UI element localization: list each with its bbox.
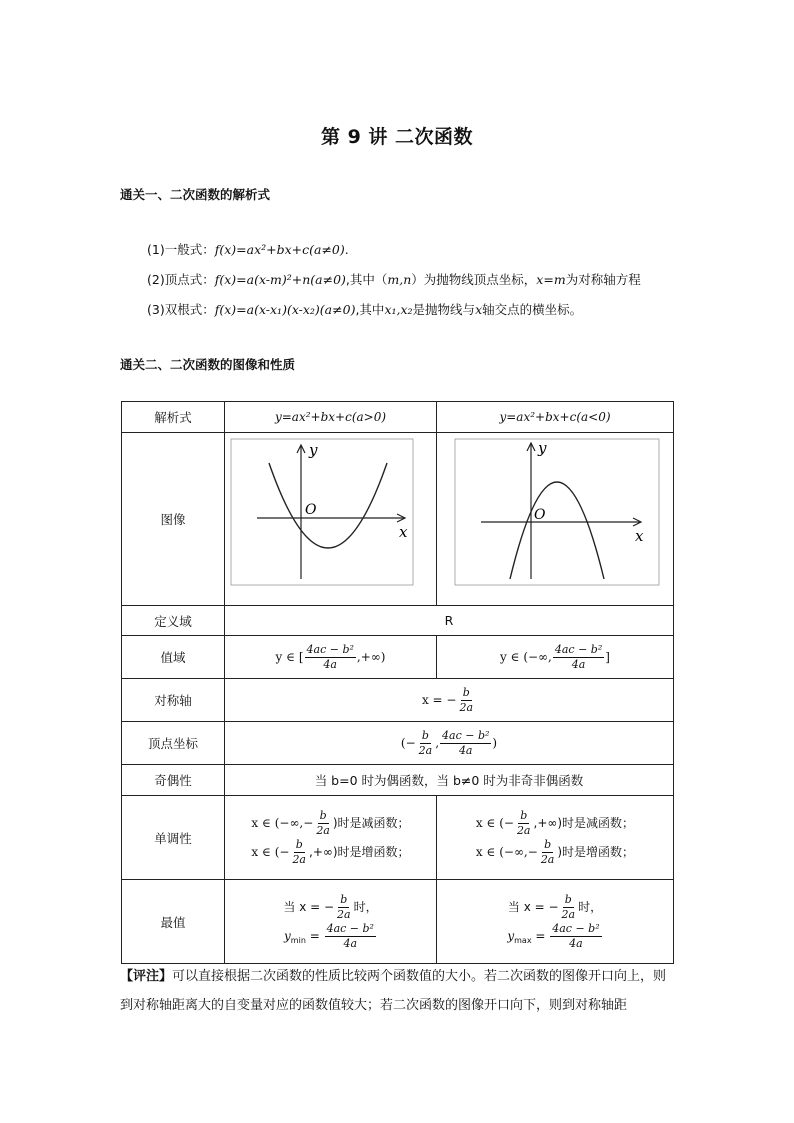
cell-extreme-positive: [225, 880, 437, 964]
parabola-down-curve: [510, 482, 604, 579]
range-neg-suffix: ]: [605, 649, 610, 664]
fraction-vertex-y: [553, 643, 604, 672]
fraction-denominator: 2a: [459, 700, 474, 714]
table-row-domain: [122, 606, 674, 636]
cell-axis-value: [225, 679, 674, 722]
fraction-b-over-2a: [335, 893, 353, 922]
fraction-b-over-2a: [290, 838, 308, 867]
graph-frame: [455, 439, 659, 585]
y-axis-label: y: [538, 439, 547, 457]
cell-label-parity: 奇偶性: [122, 765, 225, 796]
cell-domain-value: R: [225, 606, 674, 636]
table-row-vertex: [122, 722, 674, 765]
fraction-denominator: 4a: [458, 743, 473, 757]
extreme-neg-when: [437, 893, 673, 922]
fraction-b-over-2a: [515, 809, 533, 838]
range-neg-prefix: y ∈ (−∞,: [500, 649, 552, 664]
y-max-subscript: max: [514, 935, 532, 945]
formula-roots-expr: f(x)=a(x-x₁)(x-x₂)(a≠0): [214, 302, 356, 317]
mono-pos-decreasing: [225, 809, 436, 838]
cell-label-range: 值域: [122, 636, 225, 679]
parabola-down-graph: [437, 433, 674, 602]
vertex-comma: ,: [435, 735, 440, 750]
y-max-label: y: [507, 928, 515, 943]
fraction-numerator: b: [544, 837, 552, 851]
range-pos-suffix: ,+∞): [356, 649, 386, 664]
fraction-numerator: b: [564, 892, 572, 906]
cell-label-extreme: 最值: [122, 880, 225, 964]
y-min-subscript: min: [290, 935, 306, 945]
section-heading-2: 通关二、二次函数的图像和性质: [120, 357, 296, 372]
mono-prefix: x ∈ (−: [475, 815, 514, 830]
formula-vertex-text-a: ,其中（: [345, 272, 388, 287]
cell-graph-positive: [225, 433, 437, 606]
formula-general-label: (1)一般式：: [147, 242, 215, 257]
formula-vertex: [147, 270, 641, 288]
fraction-denominator: 4a: [343, 936, 358, 950]
y-axis-label: y: [309, 441, 318, 459]
extreme-neg-value: [437, 922, 673, 951]
fraction-vertex-y: [305, 643, 356, 672]
mono-suffix: )时是增函数；: [557, 844, 635, 859]
fraction-denominator: 2a: [337, 907, 351, 921]
fraction-numerator: b: [295, 837, 303, 851]
properties-table: [121, 401, 674, 964]
fraction-b-over-2a: [417, 729, 435, 758]
fraction-denominator: 4a: [571, 657, 586, 671]
extreme-when-prefix: 当 x = −: [283, 899, 335, 914]
fraction-numerator: b: [319, 808, 327, 822]
cell-mono-negative: [437, 796, 674, 880]
formula-roots: [147, 300, 582, 318]
fraction-vertex-y: [440, 729, 491, 758]
fraction-numerator: b: [520, 808, 528, 822]
table-row-axis: [122, 679, 674, 722]
formula-vertex-mn: m,n: [387, 272, 412, 287]
vertex-prefix: (−: [400, 735, 416, 750]
page-title: 第 9 讲 二次函数: [320, 126, 474, 148]
mono-pos-increasing: [225, 838, 436, 867]
parabola-up-curve: [269, 463, 387, 548]
fraction-denominator: 2a: [516, 823, 531, 837]
mono-prefix: x ∈ (−∞,−: [475, 844, 538, 859]
formula-roots-text-b: 是抛物线与: [412, 302, 476, 317]
formula-vertex-expr: f(x)=a(x-m)²+n(a≠0): [214, 272, 346, 287]
table-row-extreme: [122, 880, 674, 964]
table-row-parity: [122, 765, 674, 796]
mono-suffix: ,+∞)时是减函数；: [533, 815, 635, 830]
cell-header-a-positive: y=ax²+bx+c(a>0): [225, 402, 437, 433]
fraction-numerator: b: [421, 728, 429, 742]
cell-range-negative: [437, 636, 674, 679]
graph-frame: [231, 439, 413, 585]
fraction-denominator: 2a: [418, 743, 433, 757]
fraction-denominator: 4a: [569, 936, 583, 950]
mono-suffix: )时是减函数；: [332, 815, 410, 830]
cell-vertex-value: [225, 722, 674, 765]
cell-parity-value: 当 b=0 时为偶函数，当 b≠0 时为非奇非偶函数: [225, 765, 674, 796]
fraction-numerator: 4ac − b²: [306, 642, 354, 656]
fraction-numerator: 4ac − b²: [442, 728, 490, 742]
fraction-numerator: b: [340, 892, 348, 906]
fraction-denominator: 2a: [316, 823, 330, 837]
origin-label: O: [305, 502, 317, 518]
commentary-tag: 【评注】: [120, 969, 173, 984]
section-heading-1: 通关一、二次函数的解析式: [120, 187, 271, 202]
fraction-denominator: 2a: [540, 852, 555, 866]
y-min-label: y: [284, 928, 291, 943]
fraction-denominator: 2a: [561, 907, 576, 921]
parabola-up-graph: [225, 433, 437, 602]
fraction-denominator: 2a: [292, 852, 306, 866]
formula-vertex-text-c: 为对称轴方程: [565, 272, 641, 287]
commentary-paragraph: [120, 962, 676, 1020]
extreme-when-suffix: 时，: [578, 899, 603, 914]
vertex-suffix: ): [492, 735, 498, 750]
fraction-numerator: 4ac − b²: [326, 921, 374, 935]
formula-roots-label: (3)双根式：: [147, 302, 215, 317]
fraction-b-over-2a: [539, 838, 557, 867]
mono-prefix: x ∈ (−: [251, 844, 290, 859]
fraction-numerator: b: [462, 685, 470, 699]
equals-sign: =: [305, 928, 324, 943]
mono-neg-increasing: [437, 838, 673, 867]
formula-roots-text-c: 轴交点的横坐标。: [482, 302, 583, 317]
mono-prefix: x ∈ (−∞,−: [251, 815, 314, 830]
fraction-denominator: 4a: [323, 657, 337, 671]
formula-general-expr: f(x)=ax²+bx+c(a≠0).: [214, 242, 349, 257]
fraction-b-over-2a: [560, 893, 578, 922]
fraction-b-over-2a: [314, 809, 332, 838]
fraction-vertex-y: [550, 922, 601, 951]
cell-graph-negative: [437, 433, 674, 606]
origin-label: O: [534, 507, 546, 523]
extreme-when-prefix: 当 x = −: [507, 899, 559, 914]
formula-roots-x12: x₁,x₂: [384, 302, 413, 317]
cell-label-graph: 图像: [122, 433, 225, 606]
formula-general: [147, 240, 349, 258]
fraction-vertex-y: [325, 922, 376, 951]
x-axis-label: x: [399, 523, 408, 541]
axis-prefix: x = −: [421, 692, 457, 707]
fraction-b-over-2a: [457, 686, 475, 715]
formula-roots-text-a: ,其中: [355, 302, 385, 317]
formula-roots-x: x: [475, 302, 483, 317]
commentary-text: 可以直接根据二次函数的性质比较两个函数值的大小。若二次函数的图像开口向上，则到对称轴距离大的自变量对应的函数值较大；若二次函数的图像开口向下，则到对称轴距: [120, 969, 667, 1013]
formula-vertex-text-b: ）为抛物线顶点坐标，: [411, 272, 537, 287]
cell-header-a-negative: y=ax²+bx+c(a<0): [437, 402, 674, 433]
cell-label-vertex: 顶点坐标: [122, 722, 225, 765]
table-row-graph: [122, 433, 674, 606]
cell-label-expression: 解析式: [122, 402, 225, 433]
cell-range-positive: [225, 636, 437, 679]
formula-vertex-axis: x=m: [536, 272, 566, 287]
extreme-pos-value: [225, 922, 436, 951]
cell-label-domain: 定义域: [122, 606, 225, 636]
table-row-range: [122, 636, 674, 679]
formula-vertex-label: (2)顶点式：: [147, 272, 215, 287]
mono-neg-decreasing: [437, 809, 673, 838]
fraction-numerator: 4ac − b²: [554, 642, 603, 656]
x-axis-label: x: [635, 527, 644, 545]
extreme-pos-when: [225, 893, 436, 922]
extreme-when-suffix: 时，: [353, 899, 378, 914]
fraction-numerator: 4ac − b²: [552, 921, 600, 935]
range-pos-prefix: y ∈ [: [275, 649, 304, 664]
cell-mono-positive: [225, 796, 437, 880]
table-row-monotonicity: [122, 796, 674, 880]
cell-label-axis: 对称轴: [122, 679, 225, 722]
equals-sign: =: [531, 928, 550, 943]
cell-label-monotonicity: 单调性: [122, 796, 225, 880]
table-row-header: [122, 402, 674, 433]
mono-suffix: ,+∞)时是增函数；: [309, 844, 410, 859]
cell-extreme-negative: [437, 880, 674, 964]
